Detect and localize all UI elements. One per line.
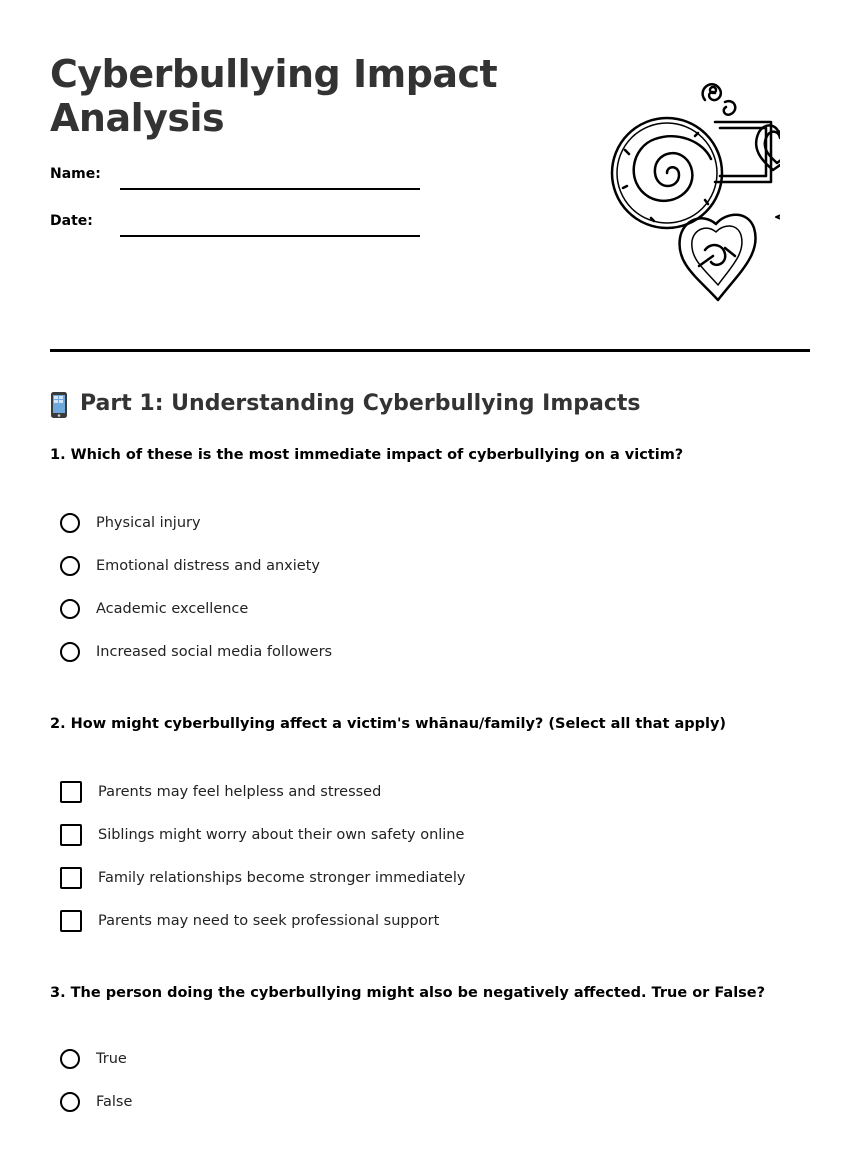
question-text: 1. Which of these is the most immediate impact of cyberbullying on a victim?: [50, 447, 684, 463]
radio-button[interactable]: [60, 642, 80, 662]
radio-button[interactable]: [60, 1049, 80, 1069]
option-label: Parents may feel helpless and stressed: [98, 783, 382, 800]
question-text: 3. The person doing the cyberbullying might also be negatively affected. True or False?: [50, 985, 766, 1001]
section-title-part1: [50, 388, 641, 420]
question-2: [50, 713, 810, 929]
option-label: False: [96, 1093, 133, 1110]
section-title-text: Part 1: Understanding Cyberbullying Impacts: [80, 391, 641, 416]
option-label: Parents may need to seek professional support: [98, 912, 440, 929]
date-label: Date:: [50, 213, 93, 229]
options-list: [60, 501, 332, 673]
option-family-stronger[interactable]: [60, 856, 465, 899]
question-text: 2. How might cyberbullying affect a victim's whānau/family? (Select all that apply): [50, 716, 727, 732]
question-3: [50, 982, 810, 1110]
date-field[interactable]: [120, 235, 420, 237]
option-label: Increased social media followers: [96, 643, 333, 660]
option-true[interactable]: [60, 1037, 132, 1080]
option-increased-followers[interactable]: [60, 630, 332, 673]
option-label: Physical injury: [96, 514, 201, 531]
option-label: Emotional distress and anxiety: [96, 557, 320, 574]
checkbox[interactable]: [60, 867, 82, 889]
option-label: Siblings might worry about their own safety online: [98, 826, 465, 843]
checkbox[interactable]: [60, 781, 82, 803]
options-list: [60, 770, 465, 942]
checkbox[interactable]: [60, 824, 82, 846]
page-title: Cyberbullying Impact Analysis: [50, 52, 498, 140]
name-field-row: [50, 160, 420, 190]
header-divider: [50, 349, 810, 352]
sparkle-icon: [776, 210, 780, 249]
option-false[interactable]: [60, 1080, 132, 1123]
option-label: Family relationships become stronger immediately: [98, 869, 466, 886]
option-physical-injury[interactable]: [60, 501, 332, 544]
option-label: Academic excellence: [96, 600, 249, 617]
question-1: [50, 444, 810, 660]
heart-icon: [756, 125, 780, 170]
radio-button[interactable]: [60, 1092, 80, 1112]
mug-icon: [715, 122, 771, 182]
option-siblings-worry[interactable]: [60, 813, 465, 856]
name-label: Name:: [50, 166, 101, 182]
decorative-illustration: [555, 70, 780, 310]
worksheet-header: [50, 0, 810, 352]
worksheet-page: [50, 0, 810, 1110]
options-list: [60, 1037, 132, 1123]
heart-icon: [680, 215, 756, 300]
radio-button[interactable]: [60, 513, 80, 533]
option-academic-excellence[interactable]: [60, 587, 332, 630]
radio-button[interactable]: [60, 556, 80, 576]
swirl-ball: [612, 118, 722, 228]
option-professional-support[interactable]: [60, 899, 465, 942]
option-label: True: [96, 1050, 127, 1067]
radio-button[interactable]: [60, 599, 80, 619]
option-emotional-distress[interactable]: [60, 544, 332, 587]
option-parents-helpless[interactable]: [60, 770, 465, 813]
swirl-icon: [703, 84, 736, 114]
date-field-row: [50, 207, 420, 237]
checkbox[interactable]: [60, 910, 82, 932]
name-field[interactable]: [120, 188, 420, 190]
mobile-phone-icon: [50, 391, 68, 419]
